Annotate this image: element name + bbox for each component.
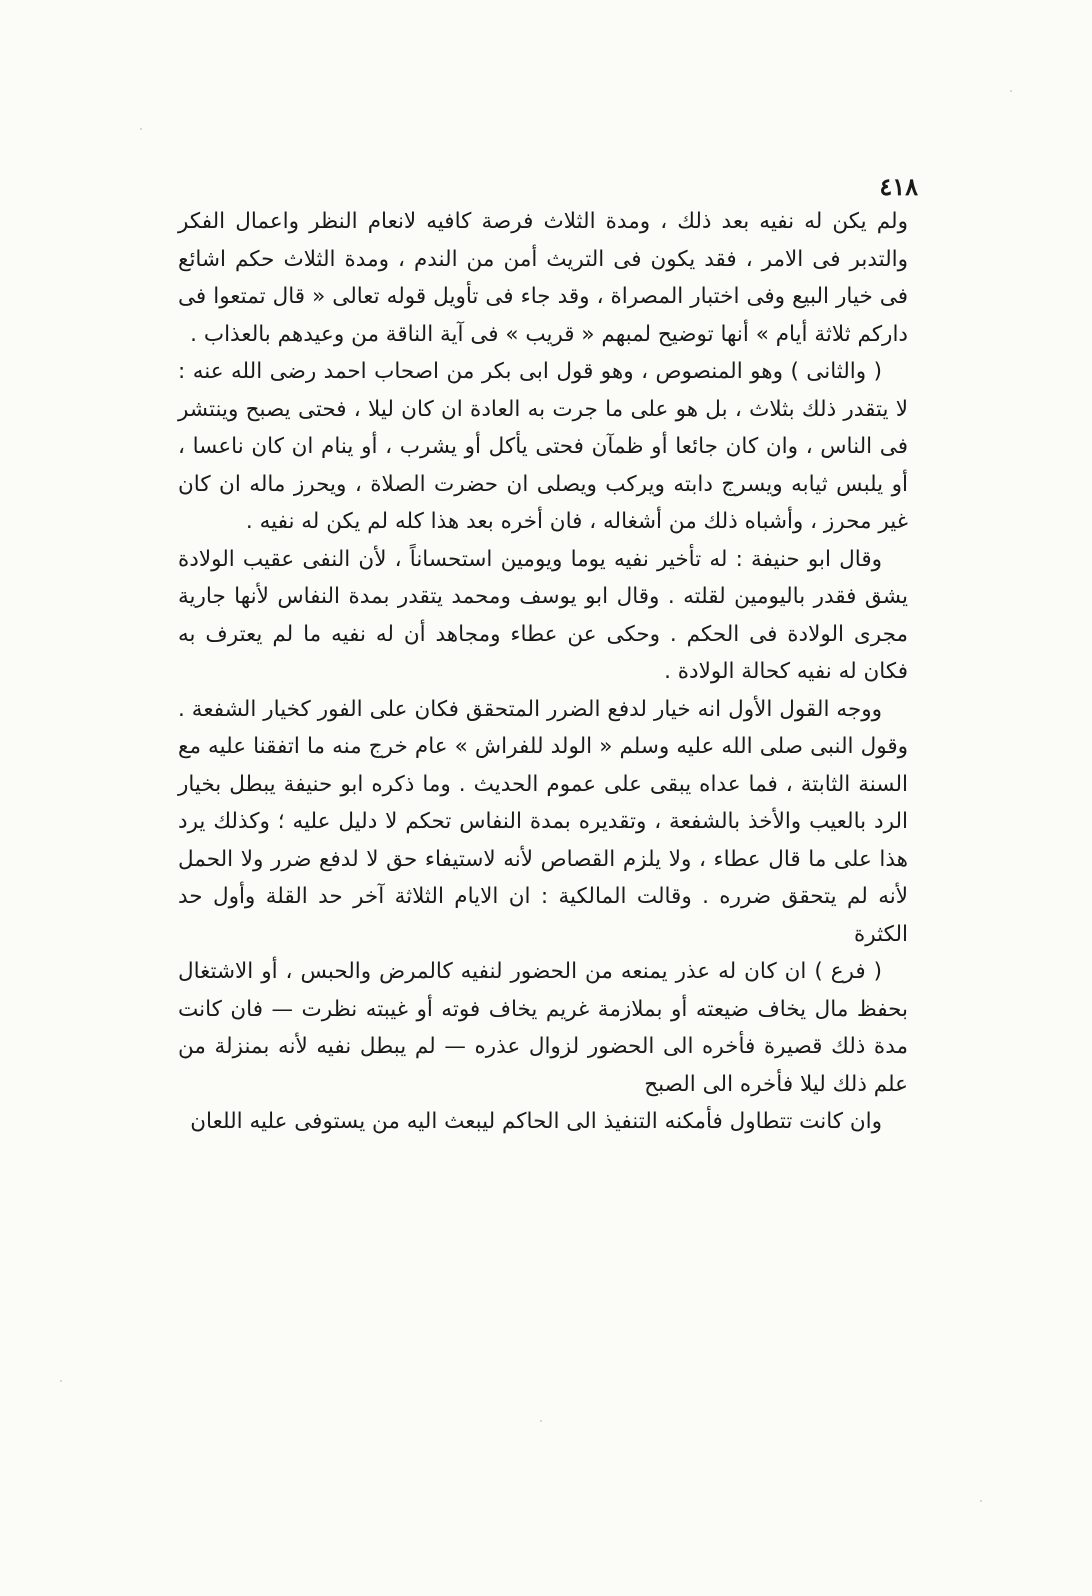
paper-speck xyxy=(980,1500,982,1502)
paragraph-1: ولم يكن له نفيه بعد ذلك ، ومدة الثلاث فرصة كافيه لانعام النظر واعمال الفكر والتدبر فى الامر ، فقد يكون فى التريث أمن من الندم ، ومدة الثلاث حكم اشائع فى خيار البيع وفى اختبار المصراة ، وقد جاء فى تأويل قوله تعالى « قال تمتعوا فى داركم ثلاثة أيام » أنها توضيح لمبهم « قريب » فى آية الناقة من وعيدهم بالعذاب . xyxy=(178,209,908,347)
paper-speck xyxy=(60,1380,62,1382)
paper-speck xyxy=(140,128,142,130)
body-text xyxy=(178,203,908,1141)
page-number: ٤١٨ xyxy=(879,172,918,201)
paper-speck xyxy=(540,1420,542,1422)
paragraph-4: ووجه القول الأول انه خيار لدفع الضرر المتحقق فكان على الفور كخيار الشفعة . وقول النبى صلى الله عليه وسلم « الولد للفراش » عام خرج منه ما اتفقنا عليه مع السنة الثابتة ، فما عداه يبقى على عموم الحديث . وما ذكره ابو حنيفة يبطل بخيار الرد بالعيب والأخذ بالشفعة ، وتقديره بمدة النفاس تحكم لا دليل عليه ؛ وكذلك يرد هذا على ما قال عطاء ، ولا يلزم القصاص لأنه لاستيفاء حق لا لدفع ضرر ولا الحمل لأنه لم يتحقق ضرره . وقالت المالكية : ان الايام الثلاثة آخر حد القلة وأول حد الكثرة xyxy=(178,696,908,947)
paragraph-2: ( والثانى ) وهو المنصوص ، وهو قول ابى بكر من اصحاب احمد رضى الله عنه : لا يتقدر ذلك بثلاث ، بل هو على ما جرت به العادة ان كان ليلا ، فحتى يصبح وينتشر فى الناس ، وان كان جائعا أو ظمآن فحتى يأكل أو يشرب ، أو ينام ان كان ناعسا ، أو يلبس ثيابه ويسرج دابته ويركب ويصلى ان حضرت الصلاة ، ويحرز ماله ان كان غير محرز ، وأشباه ذلك من أشغاله ، فان أخره بعد هذا كله لم يكن له نفيه . xyxy=(178,359,908,534)
paragraph-3: وقال ابو حنيفة : له تأخير نفيه يوما ويومين استحساناً ، لأن النفى عقيب الولادة يشق فقدر باليومين لقلته . وقال ابو يوسف ومحمد يتقدر بمدة النفاس لأنها جارية مجرى الولادة فى الحكم . وحكى عن عطاء ومجاهد أن له نفيه ما لم يعترف به فكان له نفيه كحالة الولادة . xyxy=(178,546,908,684)
paper-speck xyxy=(1010,90,1012,92)
paragraph-5: ( فرع ) ان كان له عذر يمنعه من الحضور لنفيه كالمرض والحبس ، أو الاشتغال بحفظ مال يخاف ضيعته أو بملازمة غريم يخاف فوته أو غيبته نظرت — فان كانت مدة ذلك قصيرة فأخره الى الحضور لزوال عذره — لم يبطل نفيه لأنه بمنزلة من علم ذلك ليلا فأخره الى الصبح xyxy=(178,959,908,1097)
paragraph-6: وان كانت تتطاول فأمكنه التنفيذ الى الحاكم ليبعث اليه من يستوفى عليه اللعان xyxy=(190,1109,882,1134)
